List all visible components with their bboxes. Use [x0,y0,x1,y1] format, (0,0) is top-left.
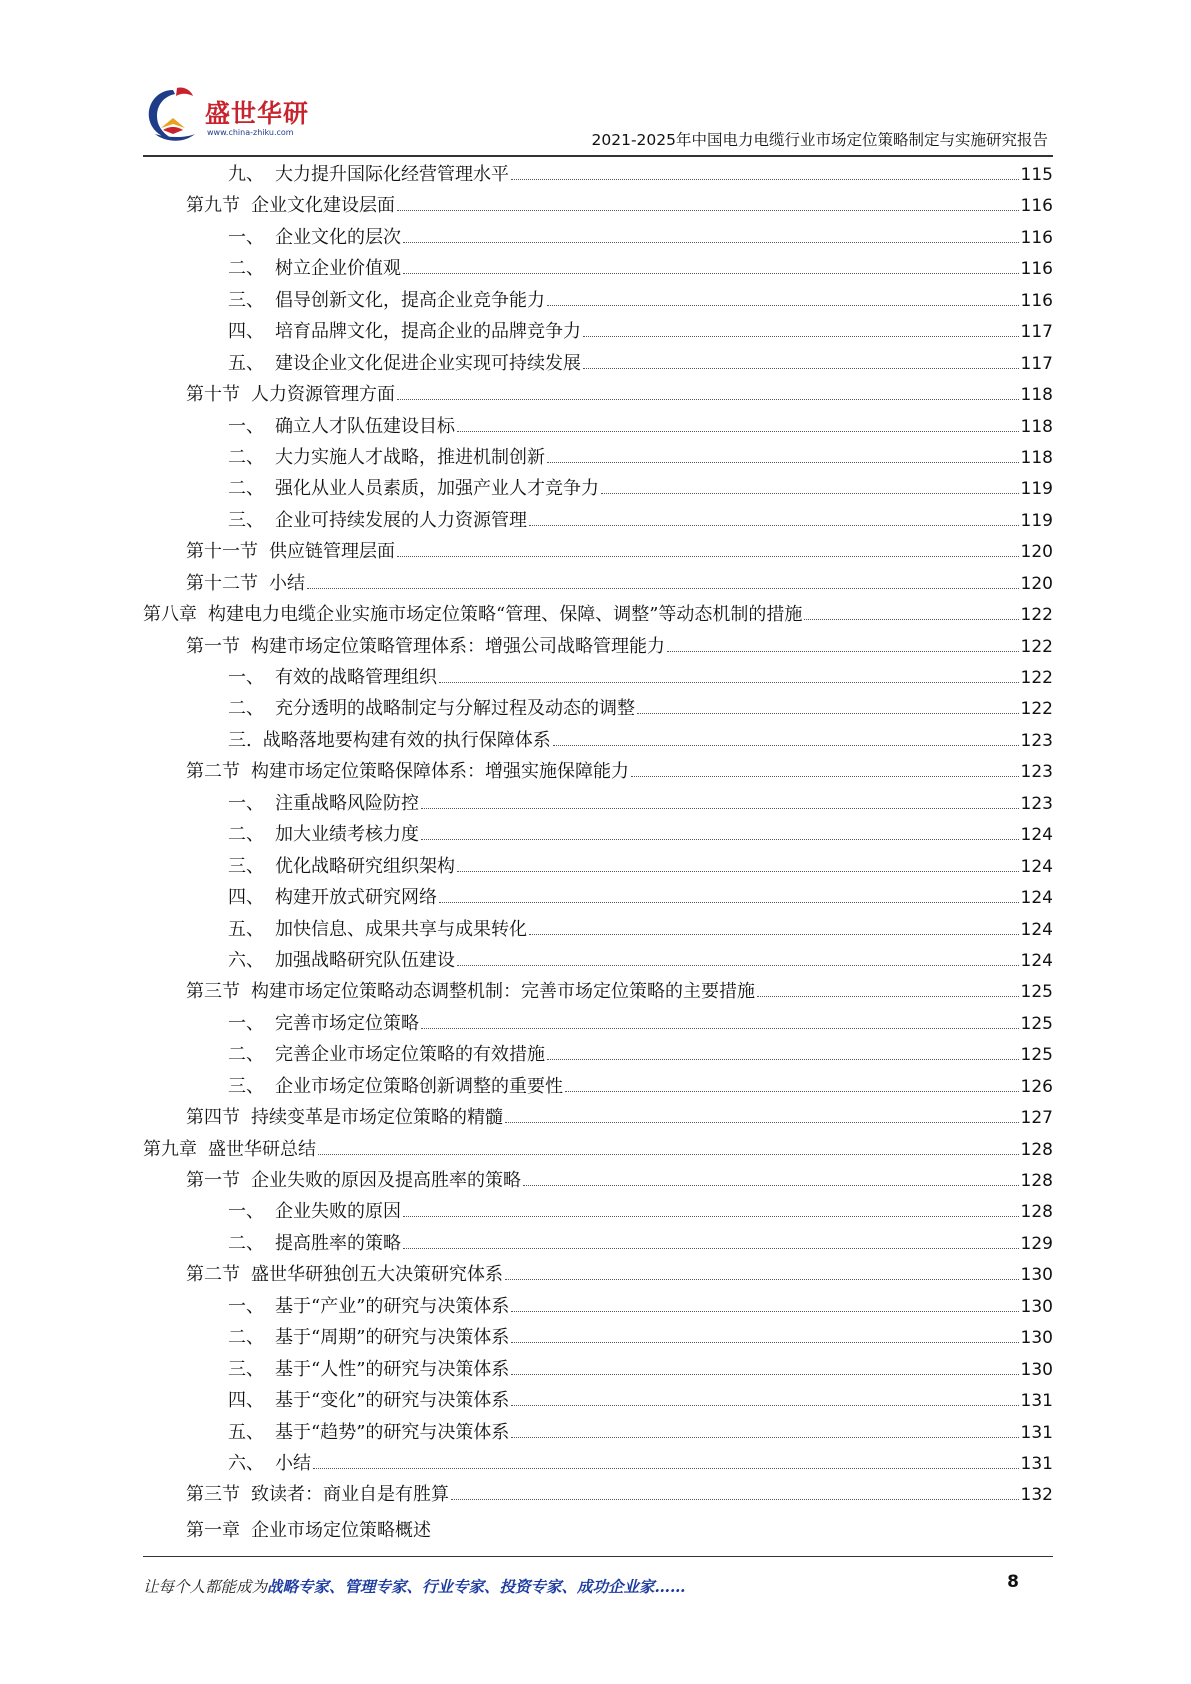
toc-entry-title: 有效的战略管理组织 [275,667,437,688]
toc-dot-leader [547,462,1019,463]
toc-entry-number: 第一章 [186,1519,240,1541]
toc-entry-title: 构建开放式研究网络 [275,887,437,909]
toc-entry-title: 提高胜率的策略 [275,1232,401,1254]
toc-entry-page: 123 [1020,793,1053,814]
toc-entry-title: 企业文化建设层面 [251,195,395,217]
toc-entry[interactable] [143,222,1053,253]
toc-entry-title: 优化战略研究组织架构 [275,855,455,877]
page-number: 8 [1007,1572,1019,1592]
footer-slogan-prefix: 让每个人都能成为 [143,1578,268,1596]
toc-entry[interactable] [143,882,1053,913]
toc-entry[interactable] [143,1228,1053,1259]
toc-entry-page: 118 [1020,447,1053,468]
toc-entry-page: 132 [1020,1485,1053,1506]
toc-entry[interactable] [143,976,1053,1007]
toc-entry-title: 建设企业文化促进企业实现可持续发展 [275,352,581,374]
toc-entry-page: 126 [1020,1076,1053,1097]
toc-entry[interactable] [143,1354,1053,1385]
toc-entry-number: 三. [228,729,252,751]
page-header [143,80,1053,158]
toc-entry-title: 构建市场定位策略保障体系：增强实施保障能力 [251,761,629,783]
toc-entry-page: 128 [1020,1139,1053,1160]
toc-entry-page: 129 [1020,1233,1053,1254]
toc-dot-leader [318,1154,1019,1155]
toc-entry-page: 116 [1020,227,1053,248]
toc-entry-number: 九、 [228,164,264,185]
toc-entry[interactable] [143,285,1053,316]
toc-entry-number: 第八章 [143,604,197,626]
toc-entry-title: 加强战略研究队伍建设 [275,949,455,971]
toc-entry-title: 基于“变化”的研究与决策体系 [275,1390,510,1412]
toc-entry-page: 125 [1020,982,1053,1003]
toc-entry[interactable] [143,1102,1053,1133]
toc-entry-title: 大力实施人才战略，推进机制创新 [275,446,545,468]
toc-entry-number: 第九节 [186,195,240,217]
toc-dot-leader [511,1437,1018,1438]
toc-entry-title: 基于“周期”的研究与决策体系 [275,1327,510,1349]
toc-entry-number: 二、 [228,698,264,720]
toc-entry-number: 六、 [228,1452,264,1474]
toc-dot-leader [583,336,1019,337]
toc-entry-number: 二、 [228,478,264,500]
toc-entry-page: 130 [1020,1328,1053,1349]
toc-entry-number: 二、 [228,1232,264,1254]
toc-entry-page: 130 [1020,1265,1053,1286]
toc-entry-number: 一、 [228,415,264,437]
toc-entry[interactable] [143,631,1053,662]
toc-entry[interactable] [143,1479,1053,1510]
toc-dot-leader [439,902,1019,903]
toc-entry[interactable] [143,379,1053,410]
toc-entry[interactable] [143,1165,1053,1196]
toc-dot-leader [547,305,1019,306]
toc-entry-page: 131 [1020,1422,1053,1443]
toc-dot-leader [565,1091,1019,1092]
toc-entry-number: 二、 [228,258,264,280]
toc-dot-leader [397,210,1019,211]
toc-entry-number: 第十一节 [186,541,258,563]
toc-dot-leader [511,179,1019,180]
toc-dot-leader [403,1248,1019,1249]
toc-entry-title: 构建电力电缆企业实施市场定位策略“管理、保障、调整”等动态机制的措施 [208,604,803,626]
toc-dot-leader [421,808,1019,809]
toc-entry-page: 120 [1020,542,1053,563]
toc-entry-title: 确立人才队伍建设目标 [275,415,455,437]
toc-entry-number: 二、 [228,1044,264,1066]
toc-entry[interactable] [143,599,1053,630]
toc-entry-page: 115 [1020,165,1053,185]
toc-entry-page: 116 [1020,196,1053,217]
toc-entry-title: 树立企业价值观 [275,258,401,280]
toc-dot-leader [631,776,1019,777]
toc-entry-title: 基于“产业”的研究与决策体系 [275,1295,510,1317]
toc-entry-page: 130 [1020,1359,1053,1380]
toc-entry-number: 二、 [228,824,264,846]
toc-dot-leader [403,1216,1019,1217]
toc-entry-number: 四、 [228,887,264,909]
toc-entry-title: 基于“人性”的研究与决策体系 [275,1358,510,1380]
toc-entry-title: 构建市场定位策略管理体系：增强公司战略管理能力 [251,635,665,657]
toc-entry[interactable] [143,473,1053,504]
toc-entry-title: 倡导创新文化，提高企业竞争能力 [275,289,545,311]
toc-dot-leader [601,493,1019,494]
toc-entry-title: 大力提升国际化经营管理水平 [275,164,509,185]
toc-entry-title: 培育品牌文化，提高企业的品牌竞争力 [275,321,581,343]
logo-url: www.china-zhiku.com [207,128,294,137]
logo-wordmark: 盛世华研 [205,99,310,128]
toc-entry-title: 小结 [269,572,305,594]
toc-entry-title: 盛世华研独创五大决策研究体系 [251,1264,503,1286]
toc-entry-number: 一、 [228,226,264,248]
toc-entry-number: 第三节 [186,1484,240,1506]
toc-dot-leader [529,525,1019,526]
toc-entry[interactable] [143,851,1053,882]
toc-entry-title: 强化从业人员素质，加强产业人才竞争力 [275,478,599,500]
toc-entry-page: 124 [1020,825,1053,846]
toc-dot-leader [511,1374,1018,1375]
toc-entry-number: 三、 [228,289,264,311]
toc-entry-title: 加快信息、成果共享与成果转化 [275,918,527,940]
toc-entry[interactable] [143,662,1053,693]
toc-entry[interactable] [143,505,1053,536]
toc-entry-title: 加大业绩考核力度 [275,824,419,846]
toc-dot-leader [511,1311,1018,1312]
toc-dot-leader [313,1468,1019,1469]
toc-entry-page: 118 [1020,416,1053,437]
toc-entry[interactable] [143,568,1053,599]
toc-entry[interactable] [143,914,1053,945]
toc-entry-number: 四、 [228,321,264,343]
toc-entry-number: 二、 [228,1327,264,1349]
toc-entry-number: 三、 [228,509,264,531]
toc-entry-number: 一、 [228,792,264,814]
toc-entry[interactable] [143,725,1053,756]
toc-entry[interactable] [143,1259,1053,1290]
toc-entry-title: 构建市场定位策略动态调整机制：完善市场定位策略的主要措施 [251,981,755,1003]
toc-entry-page: 125 [1020,1013,1053,1034]
toc-dot-leader [667,651,1019,652]
toc-entry-title: 盛世华研总结 [208,1138,316,1160]
toc-entry-number: 第二节 [186,761,240,783]
toc-dot-leader [804,619,1018,620]
toc-entry-title: 企业文化的层次 [275,226,401,248]
toc-dot-leader [757,996,1019,997]
toc-entry-number: 三、 [228,1358,264,1380]
toc-entry-number: 第一节 [186,635,240,657]
toc-entry[interactable] [143,1322,1053,1353]
toc-entry-number: 四、 [228,1390,264,1412]
toc-entry-page: 122 [1020,636,1053,657]
toc-entry-page: 119 [1020,510,1053,531]
toc-dot-leader [307,588,1019,589]
toc-dot-leader [511,1342,1018,1343]
table-of-contents [143,159,1053,1549]
toc-dot-leader [457,871,1019,872]
toc-entry-number: 一、 [228,1012,264,1034]
toc-entry-number: 一、 [228,667,264,688]
toc-entry-title: 战略落地要构建有效的执行保障体系 [262,729,551,751]
toc-entry-number: 第十节 [186,384,240,406]
toc-entry-title: 人力资源管理方面 [251,384,395,406]
toc-entry[interactable] [143,1008,1053,1039]
footer-slogan-highlight: 战略专家、管理专家、行业专家、投资专家、成功企业家…… [267,1577,686,1596]
toc-entry-page: 117 [1020,322,1053,343]
toc-entry[interactable] [143,693,1053,724]
toc-entry-page: 127 [1020,1108,1053,1129]
toc-dot-leader [505,1122,1019,1123]
toc-entry-spacer [240,1513,251,1549]
toc-entry-page: 131 [1020,1391,1053,1412]
toc-entry-number: 第四节 [186,1107,240,1129]
toc-entry[interactable] [143,788,1053,819]
toc-entry-title: 企业失败的原因 [275,1201,401,1223]
toc-dot-leader [397,399,1019,400]
company-logo [143,84,318,150]
toc-dot-leader [457,965,1019,966]
toc-dot-leader [583,368,1019,369]
toc-entry[interactable] [143,442,1053,473]
toc-entry[interactable] [143,756,1053,787]
toc-entry-page: 124 [1020,919,1053,940]
toc-entry[interactable] [143,1513,1053,1549]
toc-entry[interactable] [143,945,1053,976]
toc-entry-page: 128 [1020,1171,1053,1191]
toc-entry-number: 第三节 [186,981,240,1003]
toc-entry-number: 二、 [228,446,264,468]
footer-slogan [143,1575,686,1597]
toc-entry[interactable] [143,1448,1053,1479]
toc-entry-page: 130 [1020,1296,1053,1317]
toc-dot-leader [637,713,1019,714]
toc-entry[interactable] [143,348,1053,379]
toc-entry-number: 三、 [228,1075,264,1097]
toc-entry[interactable] [143,1134,1053,1165]
toc-entry-title: 持续变革是市场定位策略的精髓 [251,1107,503,1129]
toc-entry[interactable] [143,1039,1053,1070]
header-divider [143,155,1053,157]
toc-entry-page: 125 [1020,1045,1053,1066]
toc-entry-title: 完善市场定位策略 [275,1012,419,1034]
logo-icon [143,84,205,150]
toc-entry[interactable] [143,1385,1053,1416]
toc-entry-title: 充分透明的战略制定与分解过程及动态的调整 [275,698,635,720]
toc-entry-number: 第十二节 [186,572,258,594]
toc-dot-leader [553,745,1019,746]
toc-entry[interactable] [143,316,1053,347]
toc-entry[interactable] [143,190,1053,221]
toc-entry-page: 124 [1020,888,1053,909]
toc-entry[interactable] [143,253,1053,284]
footer-divider [143,1556,1053,1557]
toc-entry-title: 完善企业市场定位策略的有效措施 [275,1044,545,1066]
toc-entry[interactable] [143,1417,1053,1448]
toc-dot-leader [397,556,1019,557]
toc-entry-page: 122 [1020,668,1053,688]
toc-entry-number: 第九章 [143,1138,197,1160]
toc-entry-number: 六、 [228,949,264,971]
toc-dot-leader [547,1059,1019,1060]
toc-entry-page: 123 [1020,762,1053,783]
toc-dot-leader [457,431,1019,432]
toc-entry-title: 企业市场定位策略创新调整的重要性 [275,1075,563,1097]
toc-entry-number: 五、 [228,918,264,940]
toc-entry-number: 一、 [228,1201,264,1223]
toc-dot-leader [421,1028,1019,1029]
toc-dot-leader [421,839,1019,840]
toc-dot-leader [529,934,1019,935]
toc-entry-number: 五、 [228,352,264,374]
toc-dot-leader [523,1185,1019,1186]
toc-entry[interactable] [143,411,1053,442]
toc-entry-page: 119 [1020,479,1053,500]
toc-entry-title: 注重战略风险防控 [275,792,419,814]
toc-entry[interactable] [143,159,1053,190]
toc-entry-number: 第二节 [186,1264,240,1286]
toc-entry-number: 五、 [228,1421,264,1443]
toc-entry-number: 一、 [228,1295,264,1317]
toc-entry-title: 致读者：商业自是有胜算 [251,1484,449,1506]
toc-entry-title: 企业可持续发展的人力资源管理 [275,509,527,531]
toc-entry[interactable] [143,819,1053,850]
toc-entry-page: 120 [1020,573,1053,594]
toc-dot-leader [403,242,1019,243]
toc-entry-page: 116 [1020,290,1053,311]
toc-entry[interactable] [143,1071,1053,1102]
toc-entry-number: 三、 [228,855,264,877]
toc-entry-page: 131 [1020,1453,1053,1474]
toc-entry-page: 128 [1020,1202,1053,1223]
toc-entry-title: 小结 [275,1452,311,1474]
toc-entry-page: 116 [1020,259,1053,280]
toc-entry-page: 122 [1020,699,1053,720]
document-title: 2021-2025年中国电力电缆行业市场定位策略制定与实施研究报告 [591,131,1048,149]
toc-dot-leader [505,1279,1019,1280]
toc-entry-number: 第一节 [186,1170,240,1191]
toc-dot-leader [451,1499,1019,1500]
toc-entry[interactable] [143,536,1053,567]
toc-entry-page: 117 [1020,353,1053,374]
toc-entry-page: 124 [1020,950,1053,971]
toc-dot-leader [439,682,1019,683]
toc-entry-page: 122 [1020,605,1053,626]
toc-entry[interactable] [143,1291,1053,1322]
toc-dot-leader [511,1405,1018,1406]
toc-entry-page: 124 [1020,856,1053,877]
toc-entry-title: 供应链管理层面 [269,541,395,563]
toc-entry-title: 基于“趋势”的研究与决策体系 [275,1421,510,1443]
toc-entry[interactable] [143,1196,1053,1227]
toc-dot-leader [403,273,1019,274]
toc-entry-page: 123 [1020,730,1053,751]
toc-entry-title: 企业市场定位策略概述 [251,1519,431,1541]
toc-entry-page: 118 [1020,385,1053,406]
toc-entry-title: 企业失败的原因及提高胜率的策略 [251,1170,521,1191]
